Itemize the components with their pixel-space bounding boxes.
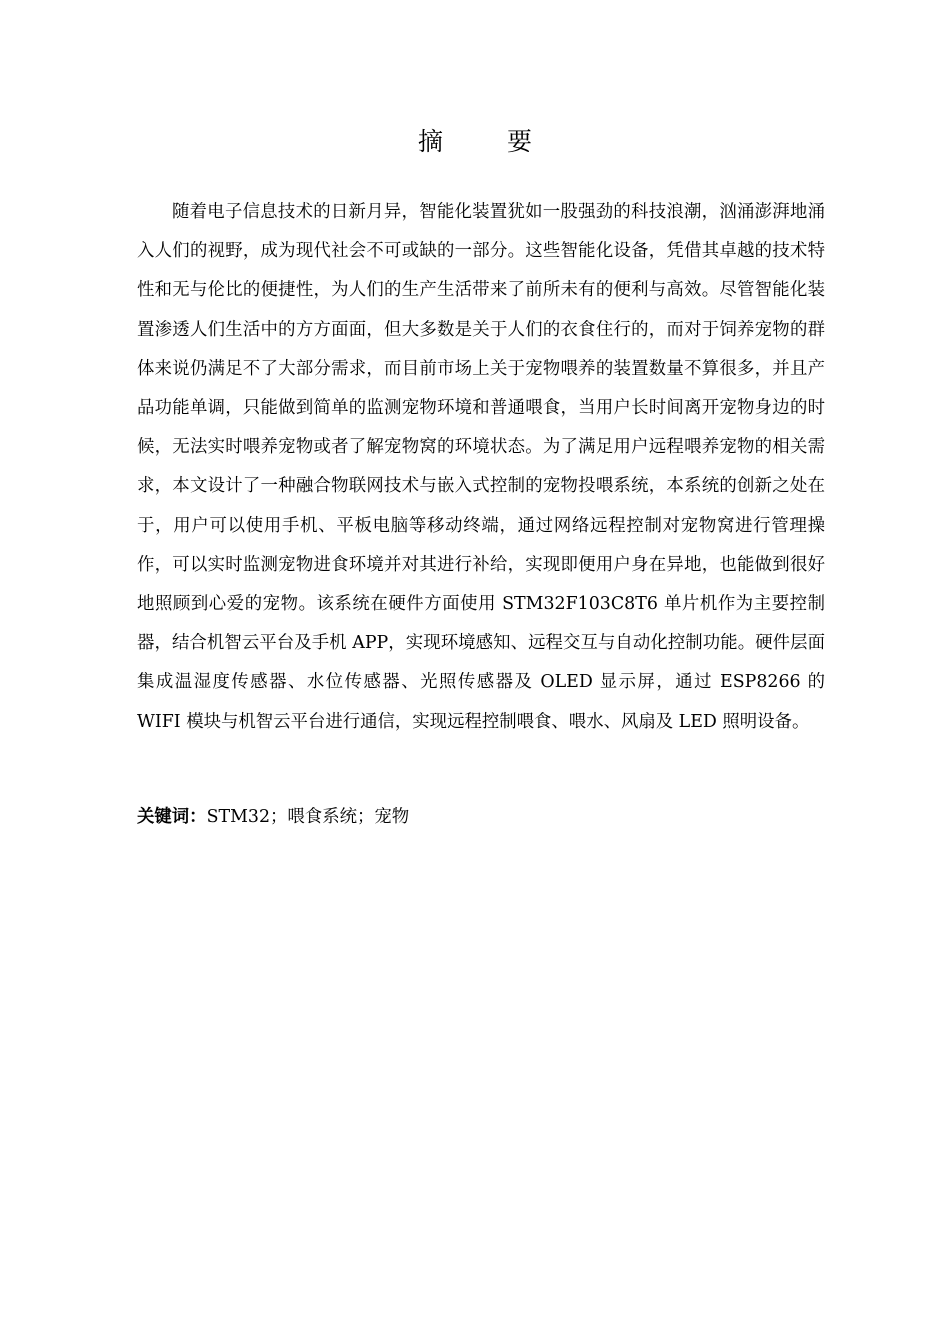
abstract-title: 摘 要 xyxy=(418,127,560,156)
abstract-body: 随着电子信息技术的日新月异，智能化装置犹如一股强劲的科技浪潮，汹涌澎湃地涌入人们的视野，成为现代社会不可或缺的一部分。这些智能化设备，凭借其卓越的技术特性和无与伦比的便捷性，为人们的生产生活带来了前所未有的便利与高效。尽管智能化装置渗透人们生活中的方方面面，但大多数是关于人们的衣食住行的，而对于饲养宠物的群体来说仍满足不了大部分需求，而目前市场上关于宠物喂养的装置数量不算很多，并且产品功能单调，只能做到简单的监测宠物环境和普通喂食，当用户长时间离开宠物身边的时候，无法实时喂养宠物或者了解宠物窝的环境状态。为了满足用户远程喂养宠物的相关需求，本文设计了一种融合物联网技术与嵌入式控制的宠物投喂系统，本系统的创新之处在于，用户可以使用手机、平板电脑等移动终端，通过网络远程控制对宠物窝进行管理操作，可以实时监测宠物进食环境并对其进行补给，实现即便用户身在异地，也能做到很好地照顾到心爱的宠物。该系统在硬件方面使用 STM32F103C8T6 单片机作为主要控制器，结合机智云平台及手机 APP，实现环境感知、远程交互与自动化控制功能。硬件层面集成温湿度传感器、水位传感器、光照传感器及 OLED 显示屏，通过 ESP8266 的 WIFI 模块与机智云平台进行通信，实现远程控制喂食、喂水、风扇及 LED 照明设备。 xyxy=(137,202,825,732)
keywords-label: 关键词： xyxy=(137,807,207,827)
keywords-line xyxy=(137,800,825,834)
keywords-text: STM32；喂食系统；宠物 xyxy=(206,807,410,827)
